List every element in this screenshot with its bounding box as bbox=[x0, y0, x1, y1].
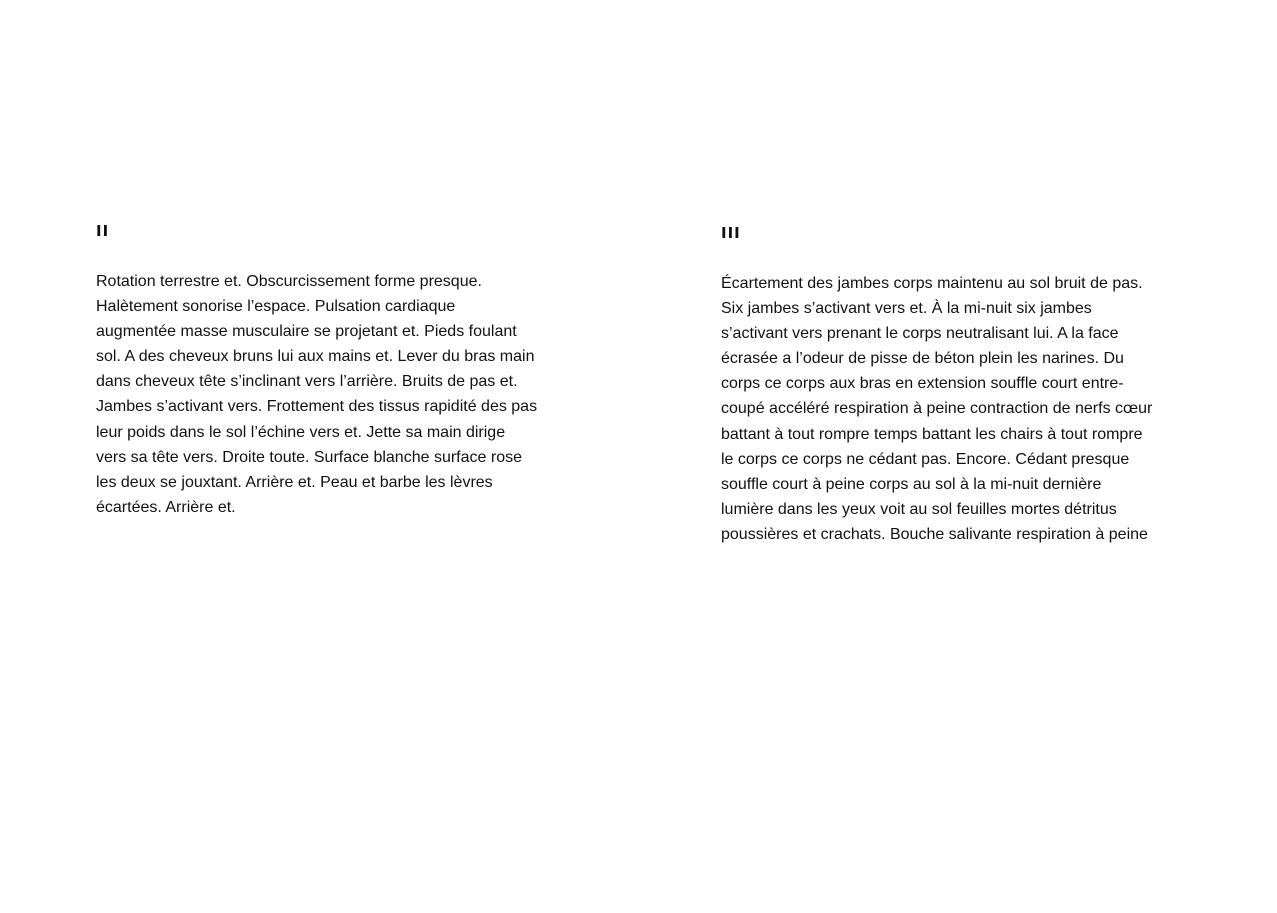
text-line: corps ce corps aux bras en extension souffle court entre- bbox=[721, 375, 1124, 393]
text-line: vers sa tête vers. Droite toute. Surface blanche surface rose bbox=[96, 448, 522, 466]
text-line: les deux se jouxtant. Arrière et. Peau et barbe les lèvres bbox=[96, 473, 493, 491]
body-text bbox=[721, 271, 1152, 547]
text-line: coupé accéléré respiration à peine contraction de nerfs cœur bbox=[721, 400, 1153, 418]
text-line: Jambes s’activant vers. Frottement des tissus rapidité des pas bbox=[96, 398, 538, 416]
text-line: augmentée masse musculaire se projetant et. Pieds foulant bbox=[96, 323, 517, 341]
text-line: s’activant vers prenant le corps neutralisant lui. A la face bbox=[721, 325, 1119, 343]
section-number: II bbox=[96, 222, 110, 240]
text-line: le corps ce corps ne cédant pas. Encore. Cédant presque bbox=[721, 450, 1130, 468]
text-line: souffle court à peine corps au sol à la mi-nuit dernière bbox=[721, 475, 1102, 493]
text-line: Halètement sonorise l’espace. Pulsation cardiaque bbox=[96, 298, 456, 316]
text-line: Écartement des jambes corps maintenu au sol bruit de pas. bbox=[721, 275, 1143, 292]
text-line: écrasée a l’odeur de pisse de béton plein les narines. Du bbox=[721, 350, 1124, 368]
text-line: Six jambes s’activant vers et. À la mi-nuit six jambes bbox=[721, 300, 1092, 318]
text-line: Rotation terrestre et. Obscurcissement forme presque. bbox=[96, 273, 482, 290]
text-line: leur poids dans le sol l’échine vers et. Jette sa main dirige bbox=[96, 423, 506, 441]
body-text bbox=[96, 269, 537, 520]
text-line: dans cheveux tête s’inclinant vers l’arrière. Bruits de pas et. bbox=[96, 373, 518, 391]
text-line: battant à tout rompre temps battant les chairs à tout rompre bbox=[721, 425, 1143, 443]
text-line: lumière dans les yeux voit au sol feuilles mortes détritus bbox=[721, 500, 1117, 518]
section-number: III bbox=[721, 224, 741, 242]
text-line: poussières et crachats. Bouche salivante respiration à peine bbox=[721, 525, 1148, 543]
text-line: écartées. Arrière et. bbox=[96, 498, 236, 516]
text-line: sol. A des cheveux bruns lui aux mains et. Lever du bras main bbox=[96, 348, 535, 366]
